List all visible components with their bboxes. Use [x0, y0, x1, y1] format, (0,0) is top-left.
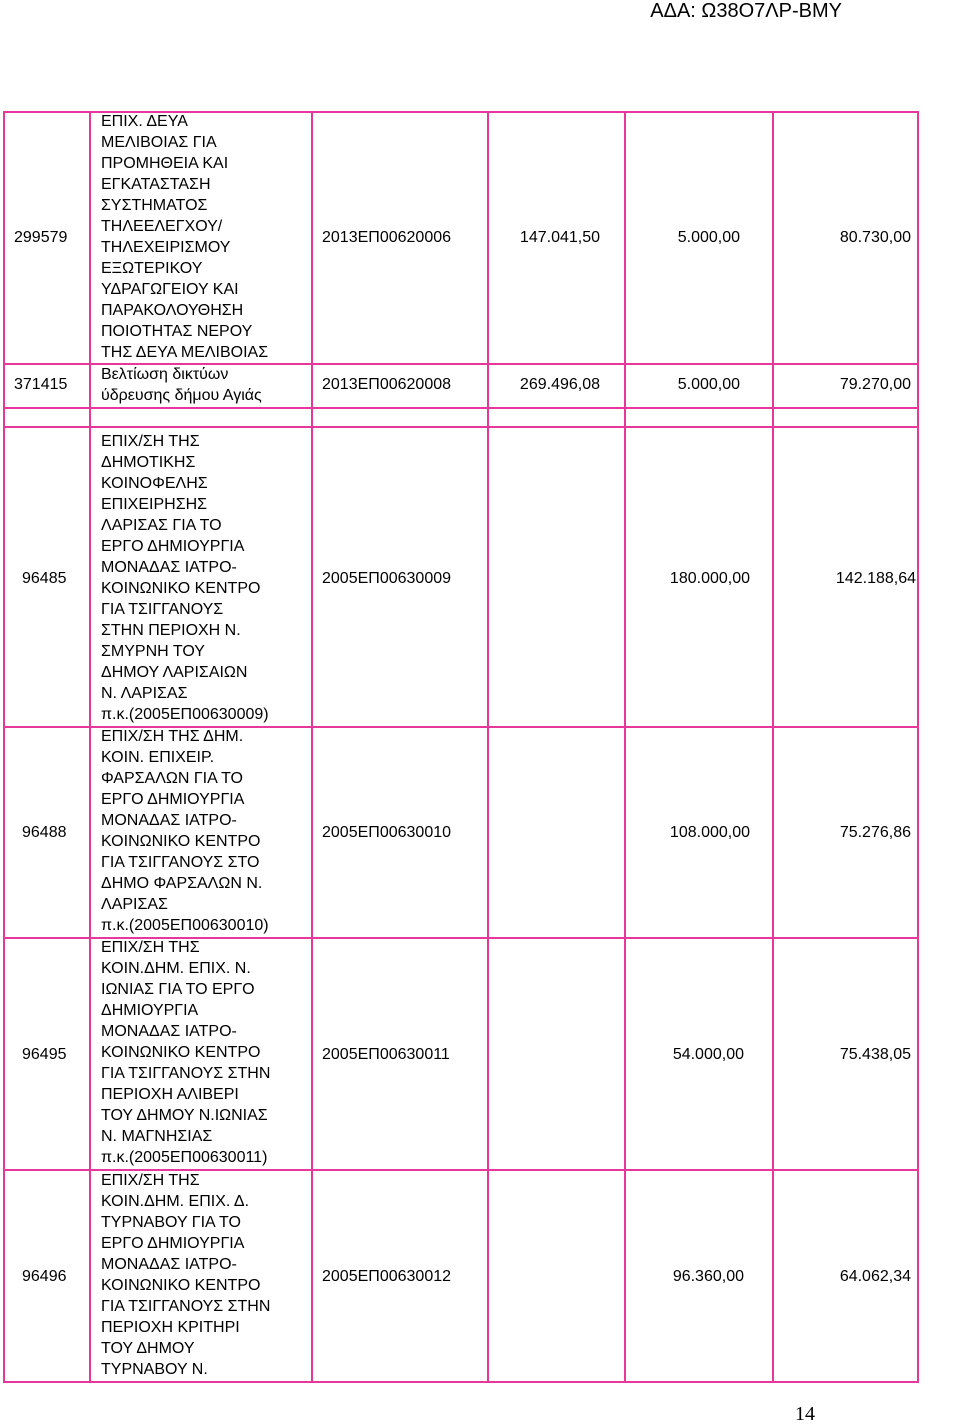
row-budget: 108.000,00	[669, 824, 750, 841]
description-line: ΔΗΜΟΥ ΛΑΡΙΣΑΙΩΝ	[101, 664, 248, 681]
description-line: ΕΞΩΤΕΡΙΚΟΥ	[101, 260, 203, 277]
description-line: ΚΟΙΝ.ΔΗΜ. ΕΠΙΧ. Ν.	[101, 960, 251, 977]
description-line: π.κ.(2005ΕΠ00630011)	[101, 1149, 268, 1166]
row-description	[101, 431, 269, 725]
grid-vline	[772, 111, 774, 1383]
description-line: Βελτίωση δικτύων	[101, 366, 229, 383]
page-number: 14	[795, 1403, 815, 1425]
description-line: ΥΔΡΑΓΩΓΕΙΟΥ ΚΑΙ	[101, 281, 239, 298]
row-remaining: 75.276,86	[839, 824, 911, 841]
row-budget: 54.000,00	[672, 1046, 744, 1063]
grid-vline	[624, 111, 626, 1383]
row-code: 2005ΕΠ00630011	[322, 1046, 450, 1063]
description-line: ΛΑΡΙΣΑΣ	[101, 896, 168, 913]
row-id: 96495	[22, 1046, 67, 1063]
description-line: ΕΠΙΧ/ΣΗ ΤΗΣ	[101, 939, 200, 956]
row-code: 2005ΕΠ00630009	[322, 570, 452, 587]
grid-vline	[487, 111, 489, 1383]
description-line: ΤΥΡΝΑΒΟΥ Ν.	[101, 1361, 208, 1378]
description-line: ΚΟΙΝ.ΔΗΜ. ΕΠΙΧ. Δ.	[101, 1193, 250, 1210]
row-budget: 180.000,00	[669, 570, 750, 587]
description-line: π.κ.(2005ΕΠ00630010)	[101, 917, 269, 934]
description-line: ΤΗΛΕΧΕΙΡΙΣΜΟΥ	[101, 239, 231, 256]
row-id: 96485	[22, 570, 67, 587]
description-line: ΤΥΡΝΑΒΟΥ ΓΙΑ ΤΟ	[101, 1214, 241, 1231]
description-line: ΜΟΝΑΔΑΣ ΙΑΤΡΟ-	[101, 812, 237, 829]
grid-hline	[3, 407, 919, 409]
description-line: ΓΙΑ ΤΣΙΓΓΑΝΟΥΣ ΣΤΗΝ	[101, 1065, 271, 1082]
grid-vline	[3, 111, 5, 1383]
row-id: 96488	[22, 824, 67, 841]
description-line: ΕΓΚΑΤΑΣΤΑΣΗ	[101, 176, 211, 193]
row-code: 2005ΕΠ00630012	[322, 1268, 452, 1285]
row-code: 2005ΕΠ00630010	[322, 824, 452, 841]
description-line: ΤΗΛΕΕΛΕΓΧΟΥ/	[101, 218, 223, 235]
description-line: Ν. ΛΑΡΙΣΑΣ	[101, 685, 188, 702]
row-remaining: 80.730,00	[839, 229, 911, 246]
row-code: 2013ΕΠ00620006	[322, 229, 452, 246]
description-line: ΕΡΓΟ ΔΗΜΙΟΥΡΓΙΑ	[101, 1235, 245, 1252]
row-id: 299579	[14, 229, 68, 246]
description-line: ΜΟΝΑΔΑΣ ΙΑΤΡΟ-	[101, 1023, 237, 1040]
row-description	[101, 1170, 270, 1380]
description-line: ΜΟΝΑΔΑΣ ΙΑΤΡΟ-	[101, 1256, 237, 1273]
ada-code: ΑΔΑ: Ω38Ο7ΛΡ-ΒΜΥ	[650, 0, 842, 22]
description-line: ΜΕΛΙΒΟΙΑΣ ΓΙΑ	[101, 134, 217, 151]
row-description	[101, 364, 262, 406]
row-budget: 147.041,50	[519, 229, 600, 246]
description-line: ΙΩΝΙΑΣ ΓΙΑ ΤΟ ΕΡΓΟ	[101, 981, 255, 998]
description-line: ύδρευσης δήμου Αγιάς	[101, 387, 262, 404]
description-line: ΔΗΜΙΟΥΡΓΙΑ	[101, 1002, 199, 1019]
description-line: ΠΕΡΙΟΧΗ ΑΛΙΒΕΡΙ	[101, 1086, 239, 1103]
description-line: Ν. ΜΑΓΝΗΣΙΑΣ	[101, 1128, 213, 1145]
description-line: ΓΙΑ ΤΣΙΓΓΑΝΟΥΣ ΣΤΗΝ	[101, 1298, 271, 1315]
description-line: ΛΑΡΙΣΑΣ ΓΙΑ ΤΟ	[101, 517, 222, 534]
description-line: ΓΙΑ ΤΣΙΓΓΑΝΟΥΣ ΣΤΟ	[101, 854, 260, 871]
description-line: ΣΥΣΤΗΜΑΤΟΣ	[101, 197, 208, 214]
grid-hline	[3, 1381, 919, 1383]
description-line: ΠΕΡΙΟΧΗ ΚΡΙΤΗΡΙ	[101, 1319, 240, 1336]
description-line: ΚΟΙΝΟΦΕΛΗΣ	[101, 475, 208, 492]
description-line: ΔΗΜΟΤΙΚΗΣ	[101, 454, 196, 471]
grid-vline	[917, 111, 919, 1383]
row-description	[101, 726, 269, 936]
row-amount: 5.000,00	[677, 376, 740, 393]
description-line: ΠΟΙΟΤΗΤΑΣ ΝΕΡΟΥ	[101, 323, 253, 340]
description-line: ΜΟΝΑΔΑΣ ΙΑΤΡΟ-	[101, 559, 237, 576]
description-line: ΚΟΙΝΩΝΙΚΟ ΚΕΝΤΡΟ	[101, 580, 261, 597]
description-line: ΕΠΙΧ/ΣΗ ΤΗΣ ΔΗΜ.	[101, 728, 244, 745]
description-line: ΤΟΥ ΔΗΜΟΥ	[101, 1340, 195, 1357]
row-remaining: 79.270,00	[839, 376, 911, 393]
description-line: ΓΙΑ ΤΣΙΓΓΑΝΟΥΣ	[101, 601, 224, 618]
description-line: ΕΠΙΧ/ΣΗ ΤΗΣ	[101, 433, 200, 450]
description-line: ΚΟΙΝ. ΕΠΙΧΕΙΡ.	[101, 749, 215, 766]
description-line: ΦΑΡΣΑΛΩΝ ΓΙΑ ΤΟ	[101, 770, 243, 787]
row-budget: 269.496,08	[519, 376, 600, 393]
row-amount: 5.000,00	[677, 229, 740, 246]
description-line: ΣΤΗΝ ΠΕΡΙΟΧΗ Ν.	[101, 622, 241, 639]
description-line: ΕΡΓΟ ΔΗΜΙΟΥΡΓΙΑ	[101, 791, 245, 808]
grid-vline	[311, 111, 313, 1383]
description-line: ΚΟΙΝΩΝΙΚΟ ΚΕΝΤΡΟ	[101, 1044, 261, 1061]
row-remaining: 142.188,64	[835, 570, 916, 587]
description-line: π.κ.(2005ΕΠ00630009)	[101, 706, 269, 723]
description-line: ΕΠΙΧΕΙΡΗΣΗΣ	[101, 496, 208, 513]
row-id: 371415	[14, 376, 68, 393]
row-id: 96496	[22, 1268, 67, 1285]
description-line: ΕΠΙΧ. ΔΕΥΑ	[101, 113, 188, 130]
row-remaining: 75.438,05	[839, 1046, 911, 1063]
row-budget: 96.360,00	[672, 1268, 744, 1285]
description-line: ΤΗΣ ΔΕΥΑ ΜΕΛΙΒΟΙΑΣ	[101, 344, 269, 361]
grid-vline	[89, 111, 91, 1383]
row-remaining: 64.062,34	[839, 1268, 911, 1285]
description-line: ΣΜΥΡΝΗ ΤΟΥ	[101, 643, 205, 660]
row-code: 2013ΕΠ00620008	[322, 376, 452, 393]
description-line: ΠΡΟΜΗΘΕΙΑ ΚΑΙ	[101, 155, 229, 172]
description-line: ΚΟΙΝΩΝΙΚΟ ΚΕΝΤΡΟ	[101, 1277, 261, 1294]
description-line: ΕΡΓΟ ΔΗΜΙΟΥΡΓΙΑ	[101, 538, 245, 555]
description-line: ΤΟΥ ΔΗΜΟΥ Ν.ΙΩΝΙΑΣ	[101, 1107, 268, 1124]
description-line: ΚΟΙΝΩΝΙΚΟ ΚΕΝΤΡΟ	[101, 833, 261, 850]
row-description	[101, 111, 268, 363]
description-line: ΔΗΜΟ ΦΑΡΣΑΛΩΝ Ν.	[101, 875, 263, 892]
description-line: ΕΠΙΧ/ΣΗ ΤΗΣ	[101, 1172, 200, 1189]
row-description	[101, 937, 270, 1168]
description-line: ΠΑΡΑΚΟΛΟΥΘΗΣΗ	[101, 302, 244, 319]
grid-hline	[3, 426, 919, 428]
